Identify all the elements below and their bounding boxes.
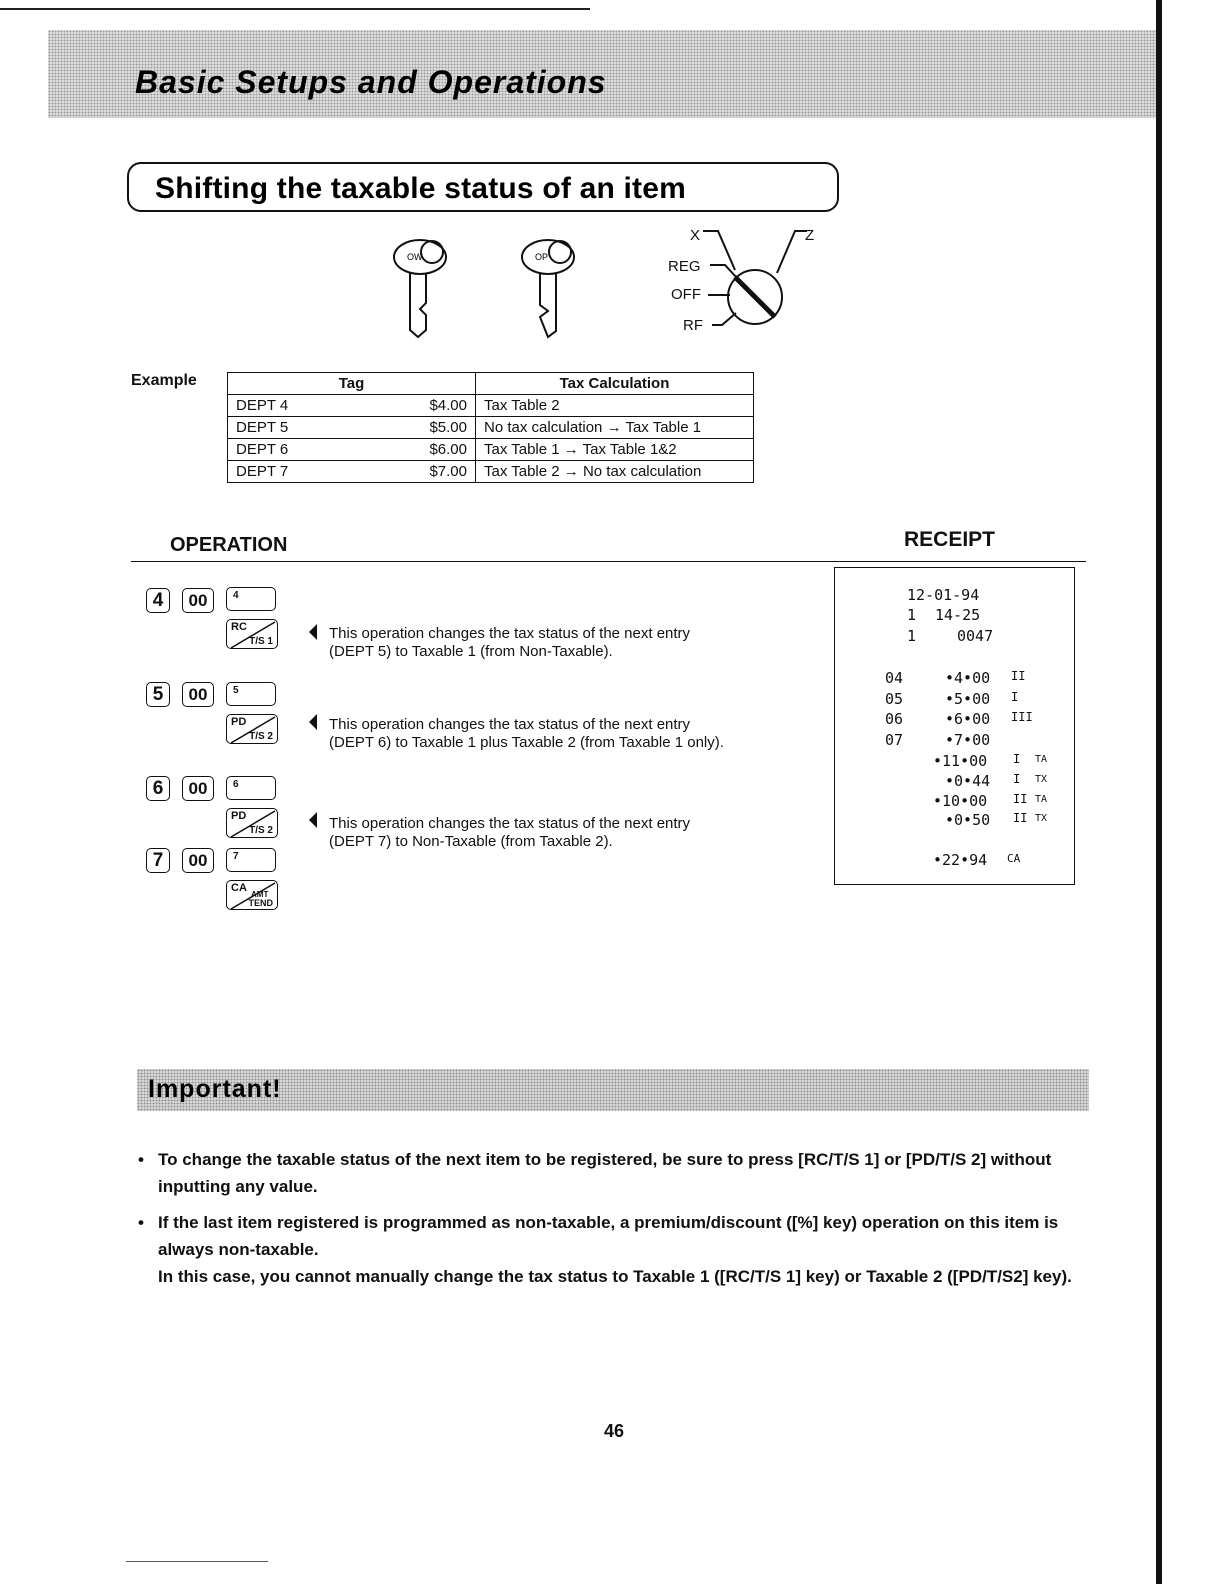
receipt-summary-amount: •0•44 (945, 772, 991, 790)
example-label: Example (131, 372, 197, 389)
mode-off-label: OFF (671, 286, 701, 303)
bullet-dot: • (138, 1213, 144, 1232)
mode-reg-label: REG (668, 258, 701, 275)
receipt-summary-mark: I (1013, 752, 1021, 766)
dept-cell: DEPT 5 (228, 417, 367, 439)
receipt-date: 12-01-94 (907, 586, 980, 604)
table-row (228, 395, 754, 417)
receipt-dept: 05 (885, 690, 904, 708)
receipt-mark: III (1011, 710, 1033, 724)
dept-key-7: 7 (226, 848, 276, 872)
example-table (227, 372, 754, 483)
important-bullet-1 (138, 1146, 1088, 1200)
rc-ts1-key-bottom: T/S 1 (249, 636, 273, 647)
receipt-amount: •6•00 (945, 710, 991, 728)
ca-key-mid: AMT (251, 890, 269, 899)
tax-calc-header: Tax Calculation (476, 373, 754, 395)
receipt-time: 14-25 (935, 606, 981, 624)
tax-cell: Tax Table 2 → No tax calculation (476, 461, 754, 483)
receipt-summary-code: TX (1035, 774, 1048, 785)
receipt-mark: I (1011, 690, 1019, 704)
receipt-summary-code: TA (1035, 794, 1048, 805)
price-cell: $4.00 (366, 395, 475, 417)
key-6: 6 (146, 776, 170, 801)
receipt-consec-prefix: 1 (907, 627, 917, 645)
key-00: 00 (182, 848, 214, 873)
footer-rule (126, 1561, 268, 1562)
section-title-box (127, 162, 839, 212)
tax-cell: Tax Table 1 → Tax Table 1&2 (476, 439, 754, 461)
operation-note-1: This operation changes the tax status of the next entry (DEPT 5) to Taxable 1 (from Non-Taxable). (329, 625, 691, 660)
ca-amt-tend-key (226, 880, 278, 910)
tax-cell: No tax calculation → Tax Table 1 (476, 417, 754, 439)
key-7: 7 (146, 848, 170, 873)
receipt-amount: •5•00 (945, 690, 991, 708)
key-5: 5 (146, 682, 170, 707)
ca-key-bottom: TEND (248, 898, 273, 908)
key-00: 00 (182, 776, 214, 801)
price-cell: $5.00 (366, 417, 475, 439)
pointer-arrow-icon (309, 624, 317, 640)
receipt-summary-mark: II (1013, 811, 1028, 825)
dept-cell: DEPT 4 (228, 395, 367, 417)
receipt-summary-code: TX (1035, 813, 1048, 824)
receipt-amount: •7•00 (945, 731, 991, 749)
receipt-heading: RECEIPT (904, 528, 996, 551)
tax-cell: Tax Table 2 (476, 395, 754, 417)
receipt-summary-mark: II (1013, 792, 1028, 806)
bullet-dot: • (138, 1150, 144, 1169)
pd-ts2-key (226, 808, 278, 838)
mode-z-label: Z (805, 227, 815, 244)
banner-title: Basic Setups and Operations (135, 64, 607, 100)
page-number: 46 (604, 1421, 625, 1441)
receipt-summary-amount: •11•00 (933, 752, 988, 770)
table-row (228, 417, 754, 439)
bullet-text-extra: In this case, you cannot manually change the tax status to Taxable 1 ([RC/T/S 1] key) or Taxable 2 ([PD/T/S2] key). (158, 1267, 1072, 1286)
key1-label: OW (407, 252, 423, 262)
ca-key-top: CA (231, 882, 247, 894)
table-row (228, 439, 754, 461)
top-rule (0, 8, 590, 10)
pd-ts2-key-bottom: T/S 2 (249, 731, 273, 742)
tag-header: Tag (228, 373, 476, 395)
receipt-summary-code: TA (1035, 754, 1048, 765)
page-edge-shadow (1156, 0, 1162, 1584)
receipt-summary-amount: •10•00 (933, 792, 988, 810)
dept-cell: DEPT 7 (228, 461, 367, 483)
section-title: Shifting the taxable status of an item (155, 172, 687, 205)
pd-ts2-key-top: PD (231, 716, 247, 728)
receipt-total-mark: CA (1007, 852, 1021, 865)
pd-ts2-key-top: PD (231, 810, 247, 822)
receipt-dept: 07 (885, 731, 904, 749)
bullet-text: To change the taxable status of the next item to be registered, be sure to press [RC/T/S 1] or [PD/T/S 2] without inputting any value. (158, 1150, 1052, 1196)
price-cell: $6.00 (366, 439, 475, 461)
operation-rule (131, 561, 1086, 562)
pointer-arrow-icon (309, 714, 317, 730)
dept-key-6: 6 (226, 776, 276, 800)
key-lock-icon (380, 225, 830, 355)
mode-rf-label: RF (683, 317, 703, 334)
pd-ts2-key (226, 714, 278, 744)
key-4: 4 (146, 588, 170, 613)
price-cell: $7.00 (366, 461, 475, 483)
key2-label: OP (535, 252, 549, 262)
dept-cell: DEPT 6 (228, 439, 367, 461)
important-bullet-2 (138, 1209, 1088, 1290)
receipt-mark: II (1011, 669, 1026, 683)
receipt-dept: 06 (885, 710, 904, 728)
important-title: Important! (148, 1075, 282, 1103)
receipt-total: •22•94 (933, 851, 988, 869)
key-00: 00 (182, 588, 214, 613)
receipt-time-prefix: 1 (907, 606, 917, 624)
pd-ts2-key-bottom: T/S 2 (249, 825, 273, 836)
dept-key-4: 4 (226, 587, 276, 611)
operation-heading: OPERATION (170, 534, 288, 556)
receipt-amount: •4•00 (945, 669, 991, 687)
table-row (228, 461, 754, 483)
operation-note-2: This operation changes the tax status of the next entry (DEPT 6) to Taxable 1 plus Taxable 2 (from Taxable 1 only). (329, 716, 724, 751)
dept-key-5: 5 (226, 682, 276, 706)
receipt-box (834, 567, 1075, 885)
mode-x-label: X (690, 227, 701, 244)
rc-ts1-key (226, 619, 278, 649)
pointer-arrow-icon (309, 812, 317, 828)
receipt-summary-amount: •0•50 (945, 811, 991, 829)
mode-key-figure (380, 225, 830, 360)
key-00: 00 (182, 682, 214, 707)
receipt-consec: 0047 (957, 627, 994, 645)
receipt-summary-mark: I (1013, 772, 1021, 786)
bullet-text: If the last item registered is programmed as non-taxable, a premium/discount ([%] key) operation on this item is always non-taxable. (158, 1213, 1059, 1259)
receipt-dept: 04 (885, 669, 904, 687)
operation-note-3: This operation changes the tax status of the next entry (DEPT 7) to Non-Taxable (from Taxable 2). (329, 815, 691, 850)
rc-ts1-key-top: RC (231, 621, 247, 633)
